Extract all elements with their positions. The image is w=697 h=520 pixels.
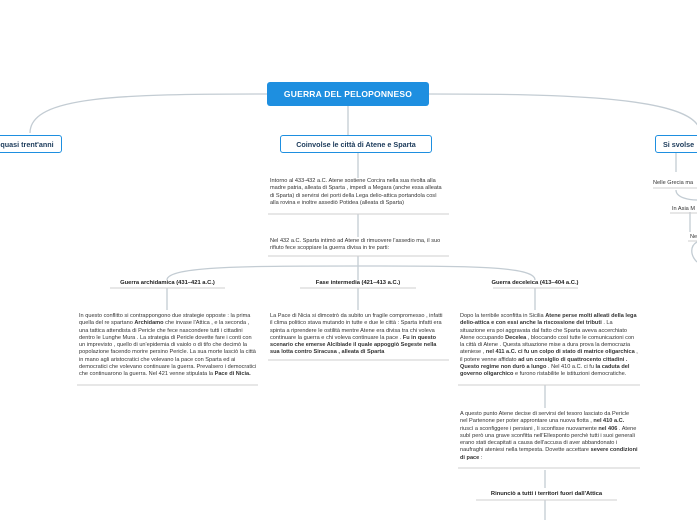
deceleica-p1-t6: e furono ristabilite le istituzioni democratiche.	[513, 371, 627, 378]
deceleica-p2-b1: nel 410 a.C.	[593, 418, 625, 425]
right-item-ne[interactable]: Ne	[690, 234, 697, 240]
right-item-asia[interactable]: In Asia M	[672, 206, 696, 212]
deceleica-p1-b5: la caduta del governo oligarchico	[460, 364, 630, 378]
deceleica-p1-t2: . La situazione era poi aggravata dal fatto che Sparta aveva accerchiato Atene occupando	[460, 320, 627, 341]
deceleica-p1-b4: ad un consiglio di quattrocento cittadini . Questo regime non durò a lungo	[460, 356, 628, 371]
branch-coinvolse[interactable]: Coinvolse le città di Atene e Sparta	[280, 135, 432, 153]
archidamica-bold-archidamo: Archidamo	[134, 320, 164, 327]
deceleica-p2-t2: riuscì a sconfiggere i persiani , li sconfisse nuovamente	[460, 425, 599, 432]
branch-quasi-trentanni[interactable]: quasi trent'anni	[0, 135, 62, 153]
deceleica-p1-b2: Decelea	[505, 334, 527, 341]
archidamica-text-2: che invase l'Attica , e la seconda , una tattica attendista di Pericle che fece nascondere tutti i cittadini dentro le Lunghe Mura . La strategia di Pericle dovette fare i conti con un imprevisto , quello di un'epidemia di vaiolo o di tifo che decimò la popolazione facendo morire persino Pericle. La sua morte lasciò la città in mano agli aristocratici che volevano la pace con Sparta ed ai democratici che volevano continuare la guerra. Prevalsero i democratici che continuarono la guerra. Nel 421 venne stipulata la	[79, 320, 257, 378]
archidamica-text[interactable]	[79, 313, 257, 379]
deceleica-p2-b3: severe condizioni di pace	[460, 447, 638, 461]
intro-paragraph-1[interactable]: Intorno al 433-432 a.C. Atene sostiene Corcira nella sua rivolta alla madre patria, alleata di Sparta , impedì a Megara (anche essa alleata di Sparta) di servirsi dei porti della Lega delio-attica portandola così alla rovina e inoltre assediò Potidea (alleata di Sparta)	[270, 178, 442, 206]
deceleica-text-1[interactable]	[460, 313, 638, 379]
intermedia-text-1: La Pace di Nicia si dimostrò da subito un fragile compromesso , infatti il clima politico stava mutando in tutte e due le città : Sparta infatti era spinta a riprendere le ostilità mentre Atene era divisa tra chi voleva continuare la guerra e chi voleva continuare la pace .	[270, 313, 443, 341]
deceleica-p1-b3: nel 411 a.C. ci fu un colpo di stato di matrice oligarchica	[485, 349, 635, 356]
intermedia-text[interactable]	[270, 313, 446, 357]
intro-paragraph-2[interactable]: Nel 432 a.C. Sparta intimò ad Atene di rimuovere l'assedio ma, il suo rifiuto fece scoppiare la guerra divisa in tre parti:	[270, 238, 441, 252]
phase-intermedia-title[interactable]: Fase intermedia (421–413 a.C.)	[315, 280, 401, 286]
deceleica-p1-b1: Atene perse molti alleati della lega delio-attica e con essi anche la riscossione dei tributi	[460, 313, 637, 327]
deceleica-p1-t4: , il potere venne affidato	[460, 349, 638, 363]
deceleica-p2-b2: nel 406	[598, 425, 618, 432]
archidamica-text-1: In questo conflitto si contrappongono due strategie opposte : la prima quella del re spartano	[79, 313, 251, 327]
root-topic[interactable]: GUERRA DEL PELOPONNESO	[267, 82, 429, 106]
right-item-grecia[interactable]: Nelle Grecia ma	[653, 180, 694, 186]
phase-deceleica-title[interactable]: Guerra deceleica (413–404 a.C.)	[491, 280, 579, 286]
intermedia-bold-alcibiade: Fu in questo scenario che emerse Alcibiade il quale appoggiò Segeste nella sua lotta contro Siracusa , alleata di Sparta	[270, 334, 437, 356]
deceleica-p2-t3: . Atene subì però una grave sconfitta nell'Ellesponto perchè tutti i suoi generali erano stati decapitati a causa dell'accusa di aver abbandonato i naufraghi ateniesi nella tempesta. Dovette accettare	[460, 425, 637, 454]
deceleica-p1-t1: Dopo la terribile sconfitta in Sicilia	[460, 313, 546, 319]
deceleica-p2-t1: A questo punto Atene decise di servirsi del tesoro lasciato da Pericle nel Partenone per poter approntare una nuova flotta ,	[460, 411, 630, 425]
phase-archidamica-title[interactable]: Guerra archidamica (431–421 a.C.)	[120, 280, 215, 286]
deceleica-p2-t4: :	[479, 454, 483, 461]
deceleica-text-2[interactable]	[460, 411, 638, 462]
deceleica-p1-t5: . Nel 410 a.C. ci fu	[546, 364, 596, 371]
archidamica-bold-pace: Pace di Nicia.	[214, 371, 251, 378]
deceleica-rinuncio[interactable]: Rinunciò a tutti i territori fuori dall'Attica	[490, 491, 603, 497]
deceleica-p1-t3: , bloccando così tutte le comunicazioni con la città di Atene . Questa situazione mise a dura prova la democrazia ateniese ,	[460, 334, 635, 356]
branch-si-svolse[interactable]: Si svolse	[655, 135, 697, 153]
